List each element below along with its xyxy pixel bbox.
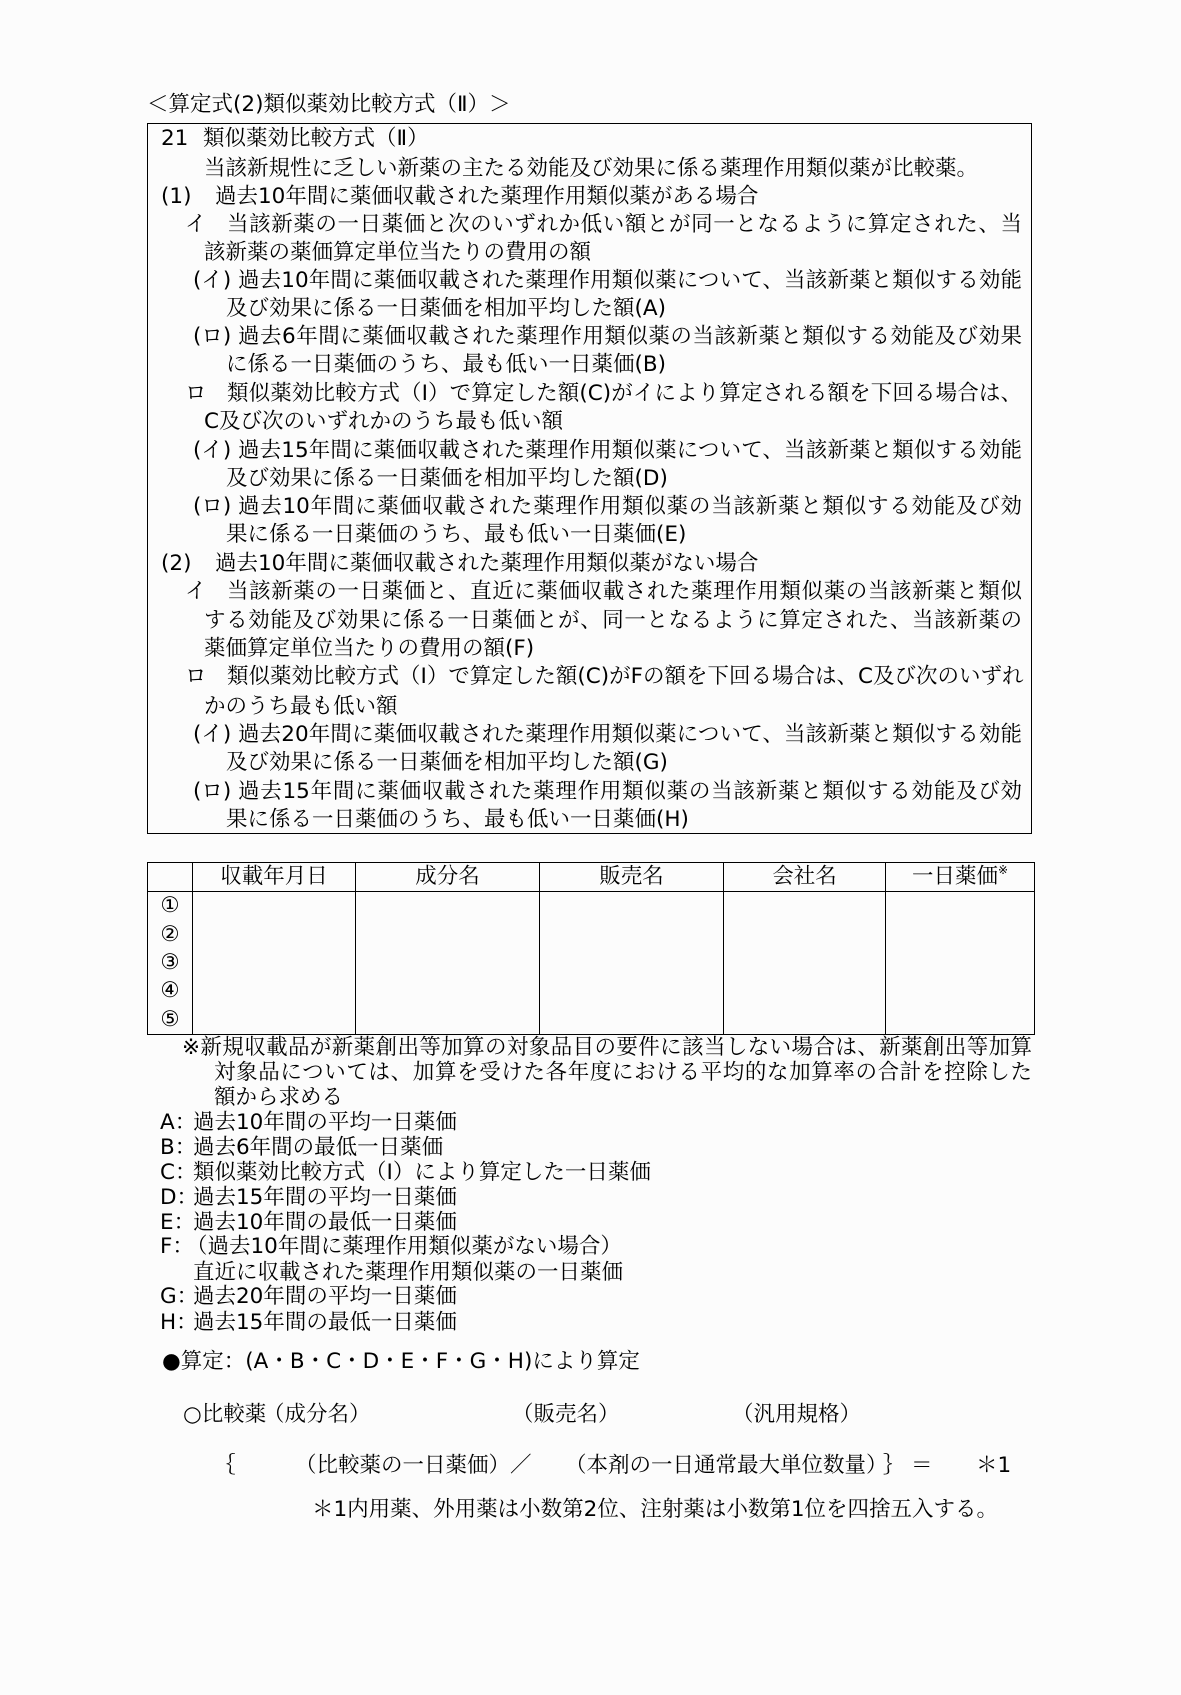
row-number: ② — [148, 920, 193, 948]
rule-line: に係る一日薬価のうち、最も低い一日薬価(B) — [226, 352, 667, 377]
legend-key-e: E： — [160, 1210, 196, 1235]
rule-line: 当該新薬の一日薬価と、直近に薬価収載された薬理作用類似薬の当該新薬と類似 — [227, 579, 1022, 604]
cell-listing-date — [193, 1006, 356, 1035]
calculation-line: ●算定：(A・B・C・D・E・F・G・H)により算定 — [162, 1349, 640, 1374]
rule-line: 過去20年間に薬価収載された薬理作用類似薬について、当該新薬と類似する効能 — [238, 722, 1022, 747]
rule-line: C及び次のいずれかのうち最も低い額 — [204, 409, 564, 434]
cell-company — [724, 1006, 886, 1035]
page-title: ＜算定式(2)類似薬効比較方式（Ⅱ）＞ — [147, 92, 511, 117]
section-number: 21 — [161, 126, 189, 151]
footnote-mark: ※ — [997, 863, 1009, 877]
footnote-line: 額から求める — [214, 1085, 344, 1110]
legend-key-c: C： — [160, 1160, 197, 1185]
case-heading: 過去10年間に薬価収載された薬理作用類似薬がない場合 — [215, 551, 759, 576]
rule-line: 過去10年間に薬価収載された薬理作用類似薬について、当該新薬と類似する効能 — [238, 268, 1022, 293]
cell-daily-price — [886, 1006, 1035, 1035]
formula-open-brace: ｛ — [214, 1453, 236, 1478]
header-company: 会社名 — [724, 863, 886, 892]
cell-brand-name — [540, 949, 724, 977]
rule-line: 果に係る一日薬価のうち、最も低い一日薬価(E) — [226, 522, 687, 547]
header-daily-price — [886, 863, 1035, 892]
rule-line: 過去10年間に薬価収載された薬理作用類似薬の当該新薬と類似する効能及び効 — [238, 494, 1022, 519]
legend-key-f: F： — [160, 1234, 194, 1259]
section-heading: 類似薬効比較方式（Ⅱ） — [203, 126, 429, 151]
table-row — [148, 892, 1035, 921]
rule-line: 当該新薬の一日薬価と次のいずれか低い額とが同一となるように算定された、当 — [227, 212, 1022, 237]
cell-company — [724, 892, 886, 921]
footnote-line: ※新規収載品が新薬創出等加算の対象品目の要件に該当しない場合は、新薬創出等加算 — [182, 1035, 1032, 1060]
table-row — [148, 1006, 1035, 1035]
legend-text-b: 過去6年間の最低一日薬価 — [193, 1135, 444, 1160]
row-number: ⑤ — [148, 1006, 193, 1035]
cell-brand-name — [540, 920, 724, 948]
rule-line: 薬価算定単位当たりの費用の額(F) — [204, 636, 535, 661]
cell-listing-date — [193, 892, 356, 921]
row-number: ① — [148, 892, 193, 921]
case-marker: (2) — [161, 551, 192, 576]
cell-ingredient — [356, 949, 540, 977]
subitem-marker: (イ) — [193, 268, 232, 293]
comparator-label: ○比較薬 — [183, 1402, 267, 1427]
table-row — [148, 949, 1035, 977]
cell-brand-name — [540, 892, 724, 921]
rule-line: 類似薬効比較方式（Ⅰ）で算定した額(C)がFの額を下回る場合は、C及び次のいずれ — [227, 664, 1024, 689]
legend-text-g: 過去20年間の平均一日薬価 — [193, 1284, 457, 1309]
cell-company — [724, 977, 886, 1005]
legend-text-f: （過去10年間に薬理作用類似薬がない場合） — [186, 1234, 622, 1259]
cell-ingredient — [356, 920, 540, 948]
item-marker: イ — [185, 212, 207, 237]
cell-daily-price — [886, 977, 1035, 1005]
rule-line: 該新薬の薬価算定単位当たりの費用の額 — [204, 240, 592, 265]
cell-daily-price — [886, 949, 1035, 977]
legend-text-d: 過去15年間の平均一日薬価 — [193, 1185, 457, 1210]
rule-line: 類似薬効比較方式（Ⅰ）で算定した額(C)がイにより算定される額を下回る場合は、 — [227, 381, 1022, 406]
rule-line: 過去15年間に薬価収載された薬理作用類似薬の当該新薬と類似する効能及び効 — [238, 779, 1022, 804]
header-daily-price-label: 一日薬価 — [911, 864, 998, 889]
cell-listing-date — [193, 977, 356, 1005]
rule-line: する効能及び効果に係る一日薬価とが、同一となるように算定された、当該新薬の — [204, 608, 1022, 633]
subitem-marker: (ロ) — [193, 324, 232, 349]
cell-ingredient — [356, 892, 540, 921]
subitem-marker: (イ) — [193, 722, 232, 747]
header-brand-name: 販売名 — [540, 863, 724, 892]
item-marker: ロ — [185, 381, 207, 406]
formula-numerator: （比較薬の一日薬価）／ — [295, 1453, 532, 1478]
header-listing-date: 収載年月日 — [193, 863, 356, 892]
legend-text-a: 過去10年間の平均一日薬価 — [193, 1110, 457, 1135]
formula-close-brace: ｝ — [883, 1453, 905, 1478]
row-number: ③ — [148, 949, 193, 977]
rule-line: 当該新規性に乏しい新薬の主たる効能及び効果に係る薬理作用類似薬が比較薬。 — [204, 156, 979, 181]
rule-line: 果に係る一日薬価のうち、最も低い一日薬価(H) — [226, 807, 689, 832]
legend-text-c: 類似薬効比較方式（Ⅰ）により算定した一日薬価 — [193, 1160, 651, 1185]
subitem-marker: (ロ) — [193, 779, 232, 804]
legend-key-b: B： — [160, 1135, 197, 1160]
formula-equals: ＝ — [911, 1453, 933, 1478]
legend-key-h: H： — [160, 1310, 198, 1335]
legend-text-e: 過去10年間の最低一日薬価 — [193, 1210, 457, 1235]
item-marker: ロ — [185, 664, 207, 689]
cell-ingredient — [356, 1006, 540, 1035]
rule-line: 過去6年間に薬価収載された薬理作用類似薬の当該新薬と類似する効能及び効果 — [238, 324, 1022, 349]
subitem-marker: (イ) — [193, 438, 232, 463]
rule-line: かのうち最も低い額 — [204, 694, 398, 719]
cell-ingredient — [356, 977, 540, 1005]
comparator-ingredient: （成分名） — [263, 1402, 371, 1427]
comparator-spec: （汎用規格） — [732, 1402, 862, 1427]
legend-text-h: 過去15年間の最低一日薬価 — [193, 1310, 457, 1335]
rule-line: 及び効果に係る一日薬価を相加平均した額(A) — [226, 296, 666, 321]
legend-text-f-continuation: 直近に収載された薬理作用類似薬の一日薬価 — [193, 1260, 624, 1285]
legend-key-g: G： — [160, 1284, 199, 1309]
case-heading: 過去10年間に薬価収載された薬理作用類似薬がある場合 — [215, 184, 759, 209]
cell-brand-name — [540, 977, 724, 1005]
cell-brand-name — [540, 1006, 724, 1035]
rounding-note: ＊1内用薬、外用薬は小数第2位、注射薬は小数第1位を四捨五入する。 — [312, 1497, 999, 1522]
header-ingredient: 成分名 — [356, 863, 540, 892]
rule-line: 過去15年間に薬価収載された薬理作用類似薬について、当該新薬と類似する効能 — [238, 438, 1022, 463]
footnote-line: 対象品については、加算を受けた各年度における平均的な加算率の合計を控除した — [214, 1060, 1032, 1085]
header-no — [148, 863, 193, 892]
legend-key-d: D： — [160, 1185, 199, 1210]
cell-company — [724, 920, 886, 948]
subitem-marker: (ロ) — [193, 494, 232, 519]
formula-denominator: （本剤の一日通常最大単位数量） — [565, 1453, 888, 1478]
cell-company — [724, 949, 886, 977]
comparison-drug-table — [147, 862, 1035, 1035]
cell-listing-date — [193, 920, 356, 948]
cell-daily-price — [886, 892, 1035, 921]
table-header-row — [148, 863, 1035, 892]
table-row — [148, 920, 1035, 948]
table-row — [148, 977, 1035, 1005]
formula-result-mark: ＊1 — [976, 1453, 1012, 1478]
item-marker: イ — [185, 579, 207, 604]
cell-listing-date — [193, 949, 356, 977]
rule-line: 及び効果に係る一日薬価を相加平均した額(D) — [226, 466, 668, 491]
legend-key-a: A： — [160, 1110, 197, 1135]
cell-daily-price — [886, 920, 1035, 948]
comparator-brand: （販売名） — [512, 1402, 620, 1427]
case-marker: (1) — [161, 184, 192, 209]
row-number: ④ — [148, 977, 193, 1005]
rule-line: 及び効果に係る一日薬価を相加平均した額(G) — [226, 750, 668, 775]
